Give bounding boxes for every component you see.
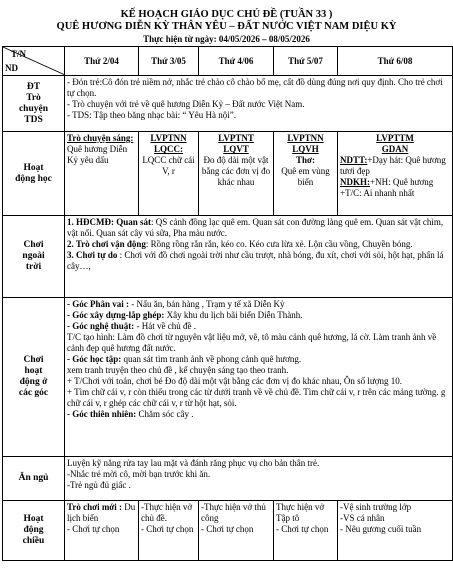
outdoor-item-text: : QS cảnh đồng lạc quê em. Quan sát con đường làng quê em. Quan sát vật chìm, vật nổi. Quan sát cây vú sữa, Pha màu nước. bbox=[67, 217, 444, 238]
welcome-row bbox=[3, 76, 453, 132]
study-thu-sub: LQVH bbox=[292, 144, 319, 154]
corner-title: - Góc Phân vai : bbox=[67, 299, 132, 309]
row-label-study: Hoạt động học bbox=[3, 132, 65, 216]
afternoon-monday bbox=[65, 501, 139, 561]
fri-ndkh-label: NDKH: bbox=[340, 177, 370, 187]
sleep-line: -Nhắc trẻ mời cô, mời bạn trước khi ăn. bbox=[67, 469, 211, 479]
row-label-outdoor: Chơi ngoài trời bbox=[3, 216, 65, 298]
welcome-line: - TDS: Tập theo băng nhạc bài: “ Yêu Hà nội”. bbox=[67, 110, 237, 120]
corner-text: - Hát về chủ đề . bbox=[136, 321, 196, 331]
fri-ndtt-label: NDTT: bbox=[340, 155, 368, 165]
corner-item bbox=[67, 409, 450, 420]
weekly-plan-table bbox=[2, 46, 453, 561]
corners-content bbox=[65, 298, 453, 457]
study-thu-sub2: Thơ: bbox=[296, 155, 315, 165]
study-wednesday bbox=[199, 132, 274, 216]
page-title: KẾ HOẠCH GIÁO DỤC CHỦ ĐỀ (TUẦN 33 ) bbox=[120, 9, 333, 20]
study-tue-topic: LQCC chữ cái V, r bbox=[142, 155, 195, 176]
date-range: Thực hiện từ ngày: 04/05/2026 – 08/05/2026 bbox=[143, 34, 310, 44]
afternoon-tue-free: - Chơi tự chọn bbox=[141, 524, 194, 534]
afternoon-mon-free: - Chơi tự chọn bbox=[67, 524, 120, 534]
tn-nd-corner-cell bbox=[3, 47, 65, 76]
nd-label: ND bbox=[5, 63, 18, 73]
outdoor-item-text: : Chơi với đồ chơi ngoài trời như cầu trượt, nhà bóng, đu xít, chơi với sỏi, hột hạt, phấn lá cây…, bbox=[67, 250, 444, 271]
welcome-line: - Đón trẻ:Cô đón trẻ niềm nở, nhắc trẻ chào cô chào bố mẹ, cất đồ dùng đúng nơi quy định. Cho trẻ chơi tự chọn. bbox=[67, 77, 443, 98]
study-friday bbox=[338, 132, 453, 216]
day-header: Thứ 4/06 bbox=[199, 47, 274, 76]
study-tue-heading: LVPTNN bbox=[150, 133, 187, 143]
outdoor-item-title: 3. Chơi tự do bbox=[67, 250, 118, 260]
corner-line: xem tranh truyện theo chủ đề , kể chuyện sáng tạo theo tranh. bbox=[67, 365, 289, 375]
outdoor-item-text: : Rồng rồng rắn rắn, kéo co. Kéo cưa lừa xẻ. Lộn cầu vồng, Chuyền bóng. bbox=[145, 239, 413, 249]
fri-ndtt-text: +Dạy hát: Quê hương tươi đẹp bbox=[340, 155, 446, 176]
outdoor-content bbox=[65, 216, 453, 298]
afternoon-row bbox=[3, 501, 453, 561]
corner-title: - Góc học tập: bbox=[67, 354, 124, 364]
outdoor-item bbox=[67, 217, 450, 239]
study-thu-heading: LVPTNN bbox=[287, 133, 324, 143]
study-fri-line bbox=[340, 177, 450, 188]
study-monday bbox=[65, 132, 139, 216]
study-tue-sub: LQCC: bbox=[154, 144, 183, 154]
welcome-content bbox=[65, 76, 453, 132]
sleep-line: -Trẻ ngủ đủ giấc . bbox=[67, 480, 131, 490]
table-header-row bbox=[3, 47, 453, 76]
sleep-line: Luyện kỹ năng rửa tay lau mặt và đánh răng phục vụ cho bản thân trẻ. bbox=[67, 458, 320, 468]
afternoon-thu-free: - Chơi tự chọn bbox=[276, 524, 329, 534]
afternoon-fri-line: -Vệ sinh trường lớp bbox=[340, 502, 412, 512]
row-label-corners: Chơi hoạt động ở các góc bbox=[3, 298, 65, 457]
afternoon-fri-line: - Nêu gương cuối tuần bbox=[340, 524, 422, 534]
corner-title: - Góc nghệ thuật: bbox=[67, 321, 137, 331]
afternoon-fri-line: -VS cá nhân bbox=[340, 513, 385, 523]
corners-row bbox=[3, 298, 453, 457]
study-fri-line bbox=[340, 155, 450, 177]
corner-line: + T/Chơi với toán, chơi bé Đo độ dài một vật bằng các đơn vị đo khác nhau, Ôn số lượng 10. bbox=[67, 376, 403, 386]
study-wed-topic: Đo độ dài một vật bằng các đơn vị đo khác nhau bbox=[201, 155, 271, 187]
study-thu-topic: Quê em vùng biển bbox=[281, 166, 330, 187]
study-fri-heading: LVPTTM bbox=[376, 133, 414, 143]
page-subtitle: QUÊ HƯƠNG DIỄN KỲ THÂN YÊU – ĐẤT NƯỚC VIỆT NAM DIỆU KỲ bbox=[56, 21, 397, 32]
corner-line: + Tìm chữ cái v, r còn thiếu trong các từ dưới tranh về về chủ đề. Tìm chữ cái v, r trên các mảng tường. g chữ cái v, r ghép các chữ cái v, r từ hột hạt, sỏi. bbox=[67, 387, 446, 408]
afternoon-friday bbox=[338, 501, 453, 561]
outdoor-item bbox=[67, 250, 450, 272]
study-wed-heading: LVPTNT bbox=[218, 133, 254, 143]
corner-text: quan sát tìm tranh ảnh về phong cảnh quê hương. bbox=[123, 354, 302, 364]
corner-item bbox=[67, 310, 450, 321]
corner-item bbox=[67, 299, 450, 310]
afternoon-thursday bbox=[274, 501, 338, 561]
afternoon-mon-text: Du lịch biển bbox=[67, 502, 136, 523]
row-label-afternoon: Hoạt động chiều bbox=[3, 501, 65, 561]
outdoor-row bbox=[3, 216, 453, 298]
afternoon-mon-title: Trò chơi mới : bbox=[67, 502, 125, 512]
study-mon-topic: Quê hương Diễn Kỷ yêu dấu bbox=[67, 144, 128, 165]
day-header: Thứ 6/08 bbox=[338, 47, 453, 76]
afternoon-tuesday bbox=[139, 501, 199, 561]
corner-item bbox=[67, 354, 450, 365]
corner-text: - Nấu ăn, bán hàng , Trạm y tế xã Diễn Kỷ bbox=[131, 299, 285, 309]
afternoon-wed-line: -Thực hiện vở thủ công bbox=[201, 502, 266, 523]
study-thursday bbox=[274, 132, 338, 216]
study-fri-game: +T/C: Ai nhanh nhất bbox=[340, 188, 415, 198]
outdoor-item-title: 2. Trò chơi vận động bbox=[67, 239, 146, 249]
row-label-sleep: Ăn ngủ bbox=[3, 457, 65, 501]
corner-title: - Góc xây dựng-lắp ghép: bbox=[67, 310, 167, 320]
afternoon-wednesday bbox=[199, 501, 274, 561]
afternoon-thu-line: Thực hiện vở Tập tô bbox=[276, 502, 325, 523]
corner-item bbox=[67, 321, 450, 332]
welcome-line: - Trò chuyện với trẻ về quê hương Diễn Kỷ – Đất nước Việt Nam. bbox=[67, 99, 305, 109]
afternoon-tue-line: -Thực hiện vở chủ đề. bbox=[141, 502, 193, 523]
study-wed-sub: LQVT bbox=[223, 144, 249, 154]
day-header: Thứ 5/07 bbox=[274, 47, 338, 76]
day-header: Thứ 2/04 bbox=[65, 47, 139, 76]
study-fri-sub: GDAN bbox=[381, 144, 409, 154]
sleep-content bbox=[65, 457, 453, 501]
study-tuesday bbox=[139, 132, 199, 216]
outdoor-item bbox=[67, 239, 450, 250]
corner-text: Xây khu du lịch bãi biển Diễn Thành. bbox=[166, 310, 303, 320]
row-label-welcome: ĐT Trò chuyện TDS bbox=[3, 76, 65, 132]
study-mon-heading: Trò chuyện sáng: bbox=[67, 133, 134, 143]
day-header: Thứ 3/05 bbox=[139, 47, 199, 76]
corner-title: - Góc thiên nhiên: bbox=[67, 409, 139, 419]
tn-label: T/N bbox=[11, 49, 27, 59]
outdoor-item-title: 1. HĐCMĐ: Quan sát bbox=[67, 217, 152, 227]
corner-line: T/C tạo hình: Làm đồ chơi từ nguyên vật liệu mở, vẽ, tô màu cảnh quê hương, lá cờ. Làm tranh ảnh về cảnh đẹp quê hương đất nước. bbox=[67, 332, 437, 353]
afternoon-mon-line bbox=[67, 502, 136, 524]
fri-ndkh-text: +NH: Quê hương bbox=[370, 177, 434, 187]
sleep-row bbox=[3, 457, 453, 501]
study-row bbox=[3, 132, 453, 216]
afternoon-wed-free: - Chơi tự chọn bbox=[201, 524, 254, 534]
corner-text: Chăm sóc cây . bbox=[138, 409, 194, 419]
